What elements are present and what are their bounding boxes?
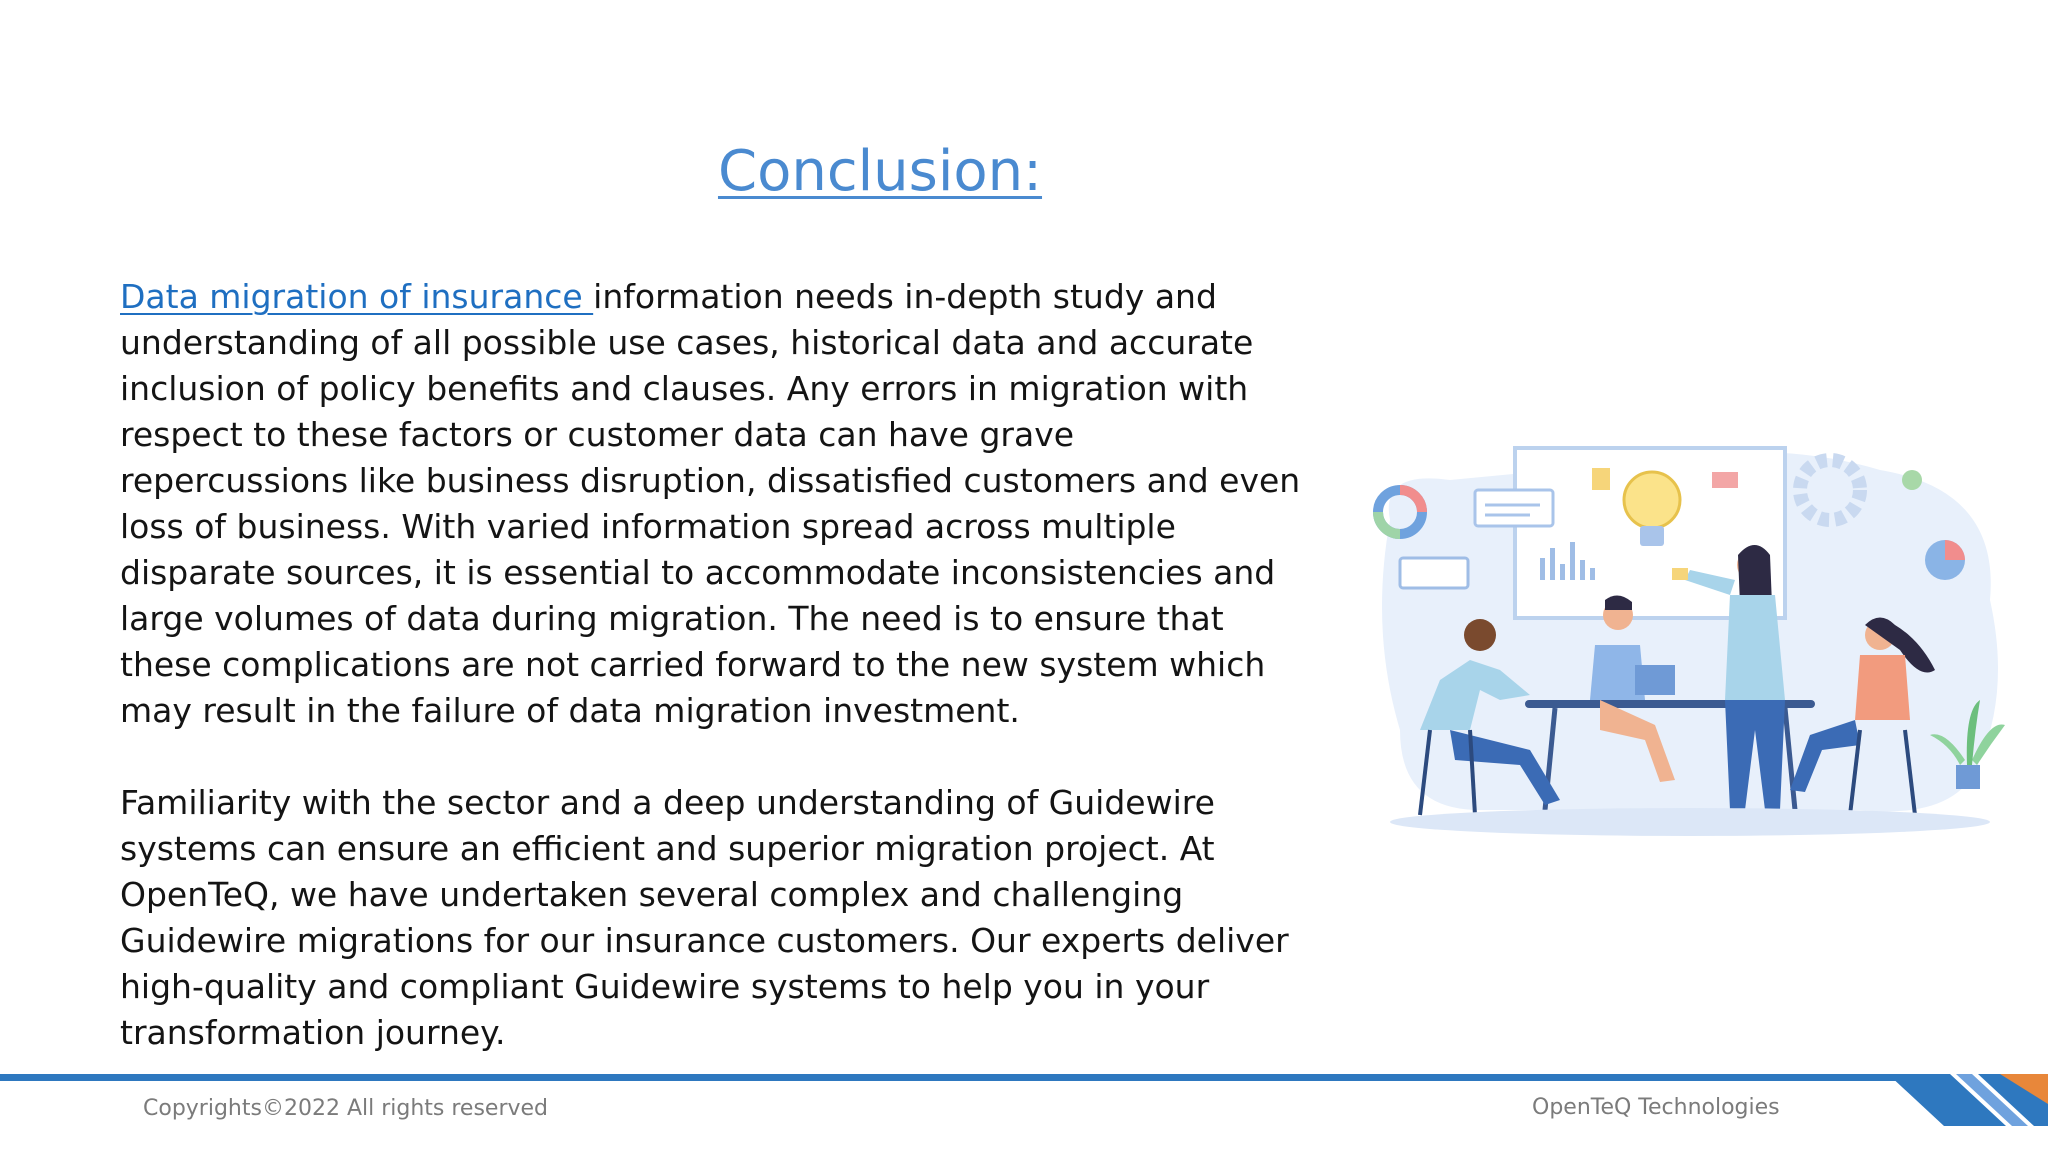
check-icon — [1902, 470, 1922, 490]
sticky-note — [1592, 468, 1610, 490]
pie-chart-icon — [1925, 540, 1965, 580]
footer-band — [0, 1074, 1900, 1081]
floor-shadow — [1390, 808, 1990, 836]
slide-body — [120, 274, 1310, 1056]
paragraph-1 — [120, 274, 1310, 734]
slide-title: Conclusion: — [717, 139, 1043, 204]
paragraph-1-text: information needs in-depth study and understanding of all possible use cases, historical data and accurate inclusion of policy benefits and clauses. Any errors in migration with respect to these factors or customer data can have grave repercussions like business disruption, dissatisfied customers and even loss of business. With varied information spread across multiple disparate sources, it is essential to accommodate inconsistencies and large volumes of data during migration. The need is to ensure that these complications are not carried forward to the new system which may result in the failure of data migration investment. — [120, 277, 1301, 730]
team-meeting-illustration — [1360, 430, 2020, 850]
footer-stripes — [1888, 1074, 2048, 1126]
footer-company-name: OpenTeQ Technologies — [1532, 1095, 1780, 1120]
data-migration-link[interactable]: Data migration of insurance — [120, 277, 594, 316]
footer-copyright: Copyrights©2022 All rights reserved — [143, 1096, 549, 1121]
laptop — [1635, 665, 1675, 695]
board-window — [1475, 490, 1553, 526]
paragraph-2: Familiarity with the sector and a deep understanding of Guidewire systems can ensure an efficient and superior migration project. At OpenTeQ, we have undertaken several complex and challenging Guidewire migrations for our insurance customers. Our experts deliver high-quality and compliant Guidewire systems to help you in your transformation journey. — [120, 783, 1289, 1052]
chat-bubble — [1400, 558, 1468, 588]
sticky-note-pink — [1712, 472, 1738, 488]
